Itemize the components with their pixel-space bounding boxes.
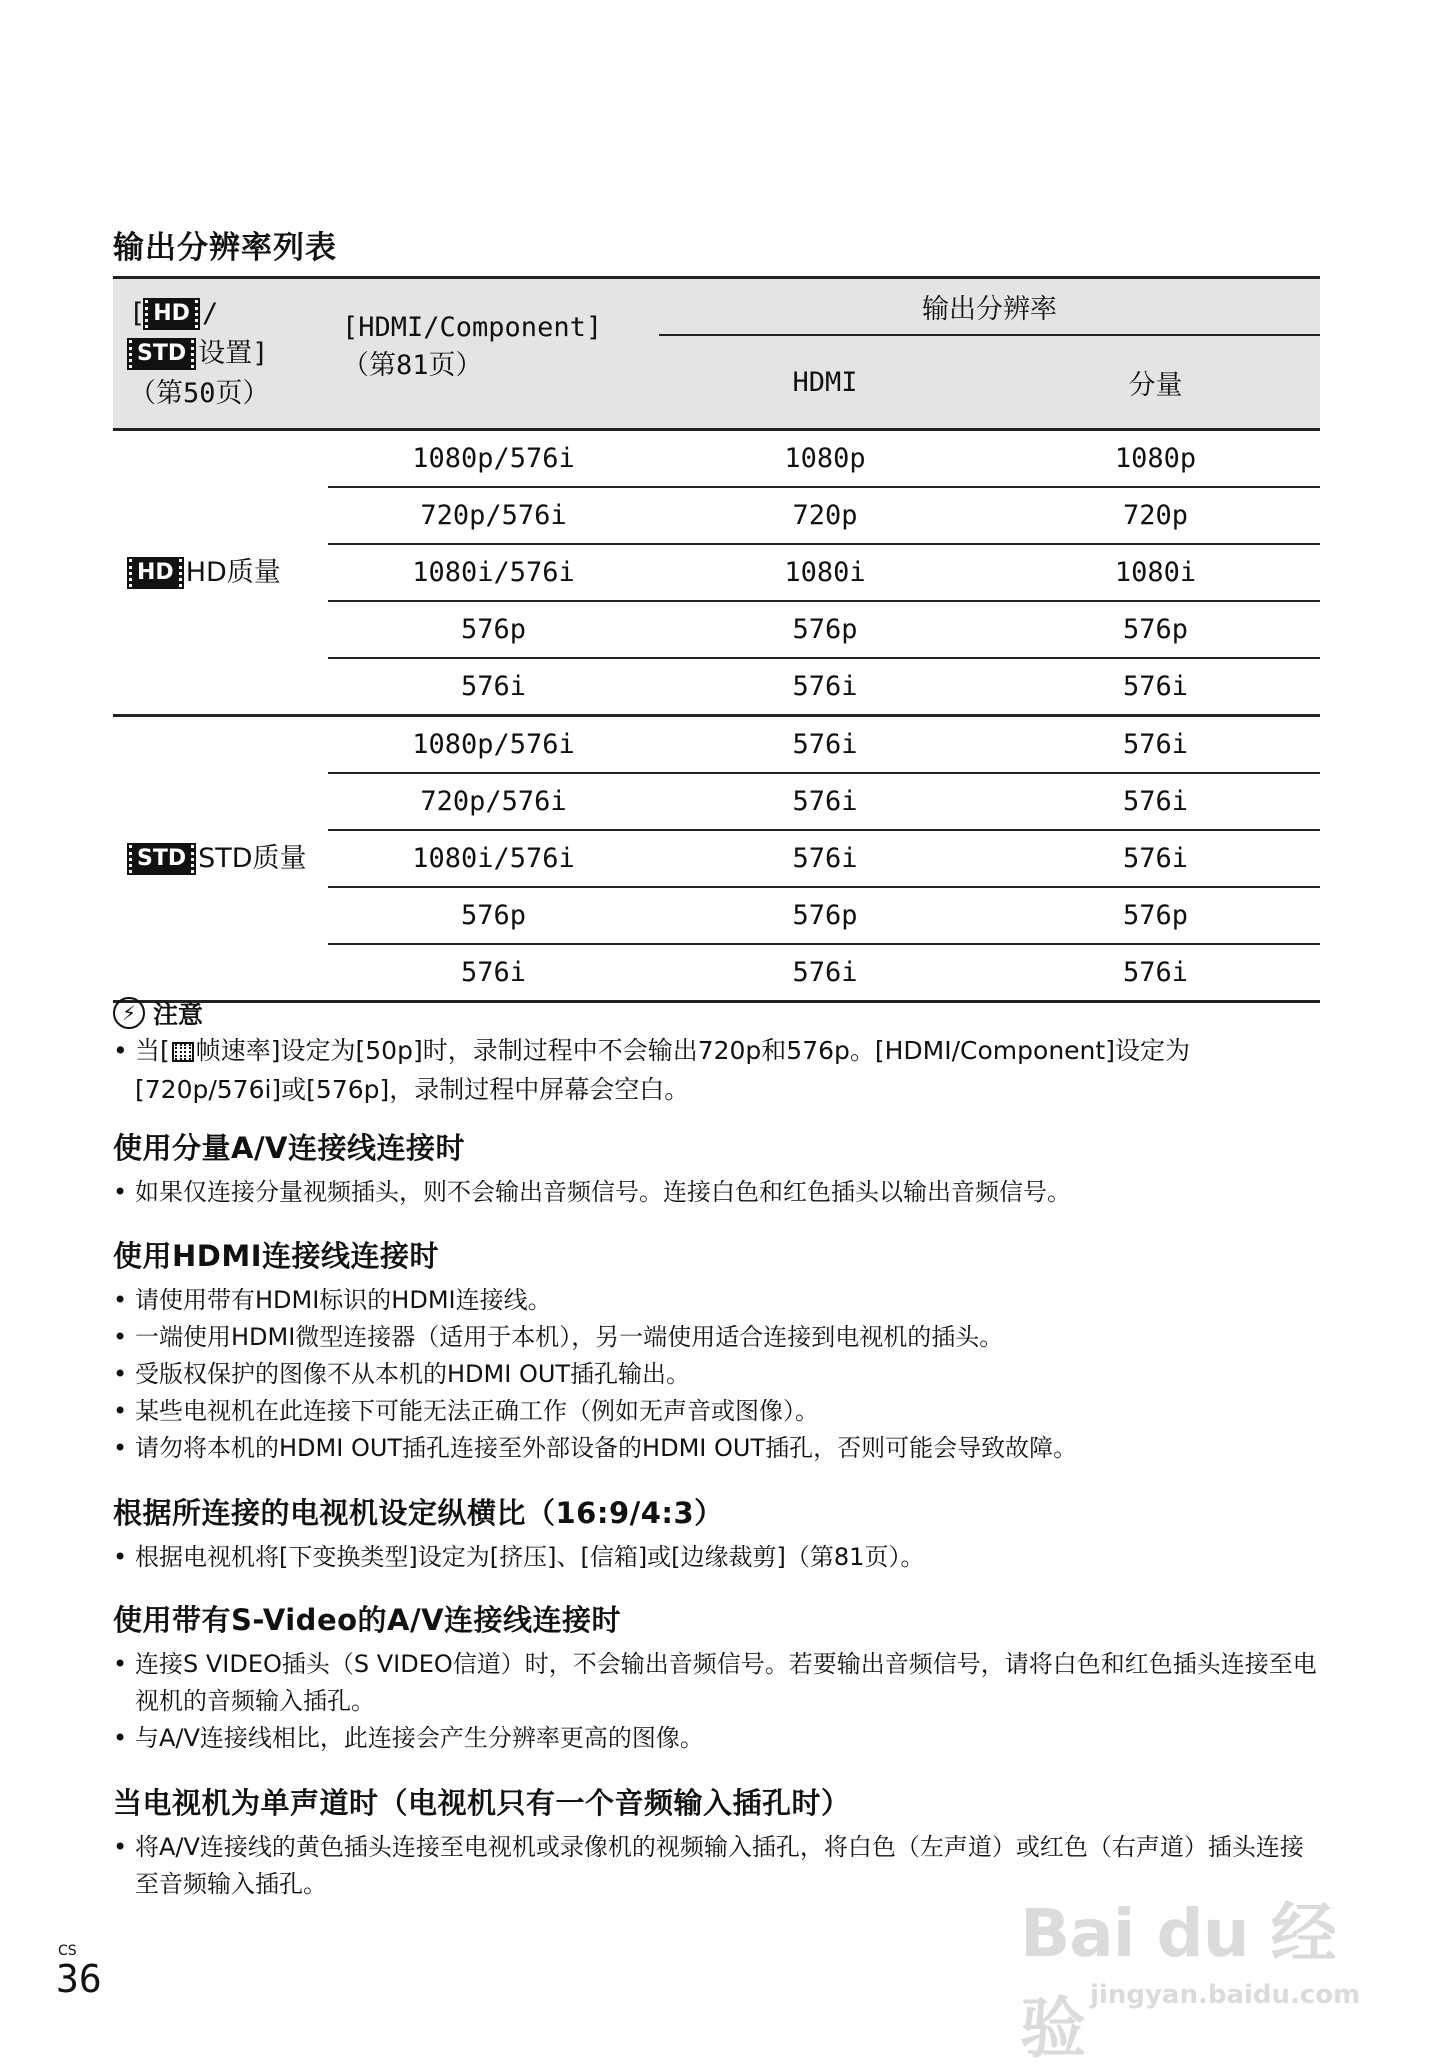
- list-item: • 如果仅连接分量视频插头，则不会输出音频信号。连接白色和红色插头以输出音频信号。: [113, 1174, 1323, 1211]
- table-cell-component: 576i: [991, 830, 1320, 887]
- watermark-url: jingyan.baidu.com: [1090, 1980, 1361, 2010]
- section-component-av: [113, 1128, 1323, 1211]
- list-item: • 根据电视机将[下变换类型]设定为[挤压]、[信箱]或[边缘裁剪]（第81页）。: [113, 1539, 1323, 1576]
- group-label-hd: HD HD质量: [113, 430, 328, 716]
- table-cell-setting: 720p/576i: [328, 487, 659, 544]
- table-cell-setting: 1080p/576i: [328, 716, 659, 774]
- table-cell-component: 576p: [991, 887, 1320, 944]
- note-block: [113, 995, 1323, 1109]
- table-cell-component: 576p: [991, 601, 1320, 658]
- table-cell-setting: 576p: [328, 887, 659, 944]
- table-cell-component: 576i: [991, 658, 1320, 716]
- table-cell-component: 576i: [991, 944, 1320, 1002]
- list-item: • 连接S VIDEO插头（S VIDEO信道）时，不会输出音频信号。若要输出音频信号，请将白色和红色插头连接至电视机的音频输入插孔。: [113, 1646, 1323, 1720]
- section-title: 使用HDMI连接线连接时: [113, 1239, 439, 1273]
- table-cell-hdmi: 576i: [659, 944, 991, 1002]
- table-cell-setting: 576i: [328, 944, 659, 1002]
- list-item: • 请勿将本机的HDMI OUT插孔连接至外部设备的HDMI OUT插孔，否则可能会导致故障。: [113, 1430, 1323, 1467]
- note-text: • 当[ 帧速率]设定为[50p]时，录制过程中不会输出720p和576p。[HDMI/Component]设定为[720p/576i]或[576p]，录制过程中屏幕会空白。: [113, 1031, 1323, 1109]
- watermark: [1020, 1880, 1380, 2067]
- page-language-code: CS: [58, 1943, 77, 1959]
- section-title: 使用带有S-Video的A/V连接线连接时: [113, 1603, 622, 1637]
- table-cell-setting: 1080p/576i: [328, 430, 659, 488]
- table-cell-hdmi: 576p: [659, 887, 991, 944]
- section-s-video: [113, 1600, 1323, 1757]
- table-cell-hdmi: 576i: [659, 716, 991, 774]
- section-title: 根据所连接的电视机设定纵横比（16:9/4:3）: [113, 1496, 724, 1530]
- watermark-logo: Bai du 经验: [1020, 1895, 1336, 2067]
- table-cell-setting: 576p: [328, 601, 659, 658]
- section-title: 使用分量A/V连接线连接时: [113, 1131, 465, 1165]
- group-label-std: STD STD质量: [113, 716, 328, 1002]
- std-badge-icon: STD: [129, 845, 194, 873]
- page-number: 36: [56, 1957, 102, 2001]
- table-title: 输出分辨率列表: [113, 230, 337, 266]
- caution-icon: ⚡: [113, 997, 145, 1029]
- section-title: 当电视机为单声道时（电视机只有一个音频输入插孔时）: [113, 1786, 851, 1820]
- list-item: • 一端使用HDMI微型连接器（适用于本机），另一端使用适合连接到电视机的插头。: [113, 1319, 1323, 1356]
- table-cell-component: 576i: [991, 716, 1320, 774]
- table-cell-hdmi: 1080p: [659, 430, 991, 488]
- head-component: 分量: [1128, 369, 1183, 401]
- list-item: • 受版权保护的图像不从本机的HDMI OUT插孔输出。: [113, 1356, 1323, 1393]
- table-cell-setting: 720p/576i: [328, 773, 659, 830]
- std-badge-icon: STD: [129, 340, 194, 368]
- resolution-table: [113, 276, 1320, 1003]
- table-cell-hdmi: 576i: [659, 830, 991, 887]
- list-item: • 将A/V连接线的黄色插头连接至电视机或录像机的视频输入插孔，将白色（左声道）或红色（右声道）插头连接至音频输入插孔。: [113, 1829, 1323, 1903]
- film-frame-icon: [172, 1042, 194, 1062]
- table-cell-hdmi: 576i: [659, 658, 991, 716]
- hd-badge-icon: HD: [129, 559, 182, 587]
- list-item: • 与A/V连接线相比，此连接会产生分辨率更高的图像。: [113, 1720, 1323, 1757]
- section-aspect-ratio: [113, 1493, 1323, 1576]
- table-cell-component: 720p: [991, 487, 1320, 544]
- table-cell-hdmi: 1080i: [659, 544, 991, 601]
- head-hd-std-setting: [ HD / STD 设置] （第50页）: [129, 297, 270, 409]
- table-cell-hdmi: 576i: [659, 773, 991, 830]
- table-cell-setting: 576i: [328, 658, 659, 716]
- table-cell-component: 1080i: [991, 544, 1320, 601]
- table-cell-setting: 1080i/576i: [328, 830, 659, 887]
- table-cell-setting: 1080i/576i: [328, 544, 659, 601]
- table-cell-component: 576i: [991, 773, 1320, 830]
- list-item: • 某些电视机在此连接下可能无法正确工作（例如无声音或图像）。: [113, 1393, 1323, 1430]
- table-cell-hdmi: 720p: [659, 487, 991, 544]
- table-cell-component: 1080p: [991, 430, 1320, 488]
- head-hdmi-component-setting: [HDMI/Component] （第81页）: [342, 312, 603, 381]
- hd-badge-icon: HD: [145, 300, 198, 328]
- section-hdmi: [113, 1236, 1323, 1467]
- table-cell-hdmi: 576p: [659, 601, 991, 658]
- head-hdmi: HDMI: [792, 366, 858, 398]
- note-heading: ⚡ 注意: [113, 995, 1323, 1031]
- head-output-resolution: 输出分辨率: [659, 278, 1320, 336]
- list-item: • 请使用带有HDMI标识的HDMI连接线。: [113, 1282, 1323, 1319]
